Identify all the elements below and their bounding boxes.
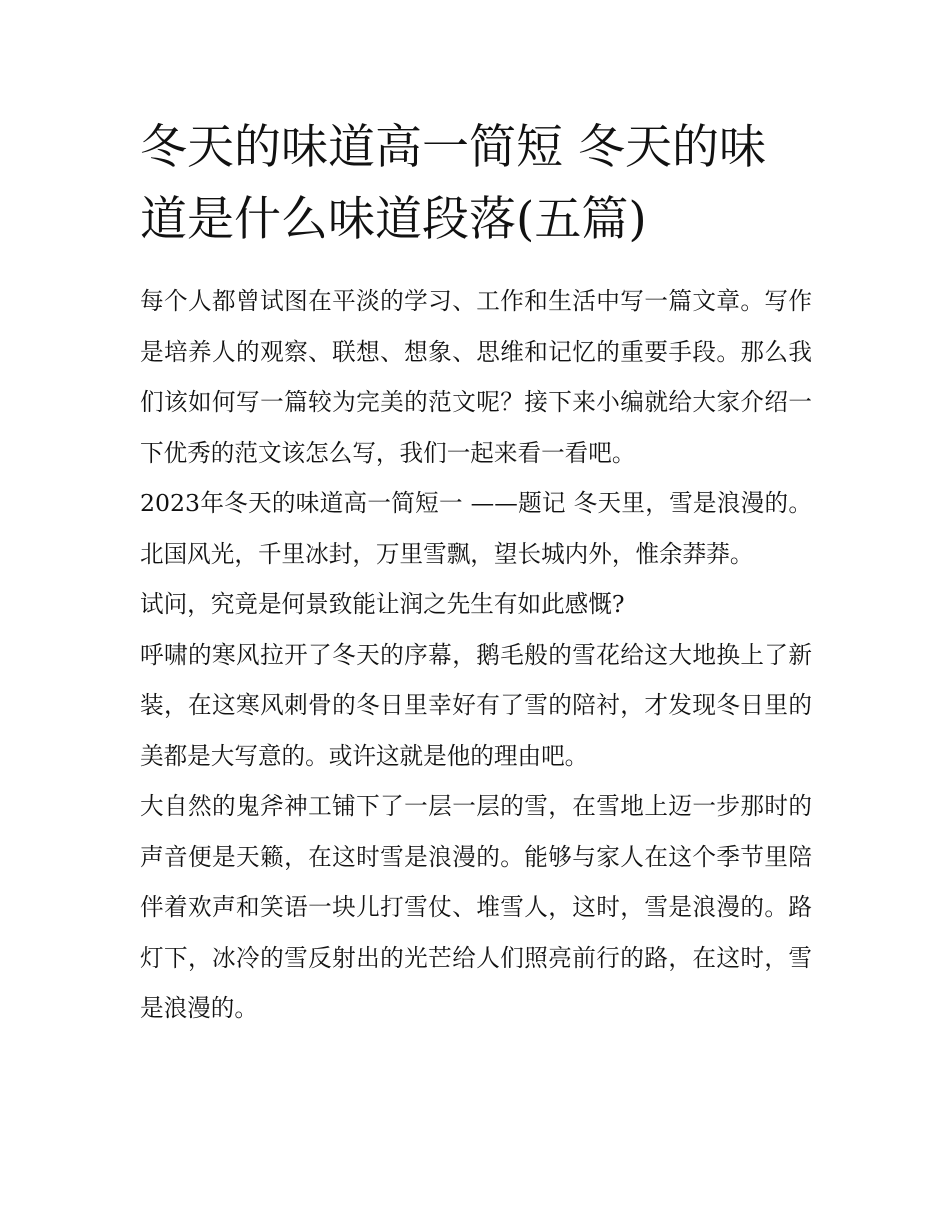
page-title: 冬天的味道高一简短 冬天的味道是什么味道段落(五篇) (140, 120, 766, 247)
paragraph-1: 2023年冬天的味道高一简短一 ——题记 冬天里，雪是浪漫的。 北国风光，千里冰封，万里雪飘，望长城内外，惟余莽莽。 (140, 489, 812, 568)
paragraph-2: 试问，究竟是何景致能让润之先生有如此感慨? (140, 590, 625, 618)
paragraph-3: 呼啸的寒风拉开了冬天的序幕，鹅毛般的雪花给这大地换上了新装，在这寒风刺骨的冬日里幸好有了雪的陪衬，才发现冬日里的美都是大写意的。或许这就是他的理由吧。 (140, 640, 812, 770)
paragraph-4: 大自然的鬼斧神工铺下了一层一层的雪，在雪地上迈一步那时的声音便是天籁，在这时雪是浪漫的。能够与家人在这个季节里陪伴着欢声和笑语一块儿打雪仗、堆雪人，这时，雪是浪漫的。路灯下，冰冷的雪反射出的光芒给人们照亮前行的路，在这时，雪是浪漫的。 (140, 792, 812, 1022)
document-body (140, 276, 812, 1034)
paragraph-intro: 每个人都曾试图在平淡的学习、工作和生活中写一篇文章。写作是培养人的观察、联想、想象、思维和记忆的重要手段。那么我们该如何写一篇较为完美的范文呢？接下来小编就给大家介绍一下优秀的范文该怎么写，我们一起来看一看吧。 (140, 287, 812, 467)
